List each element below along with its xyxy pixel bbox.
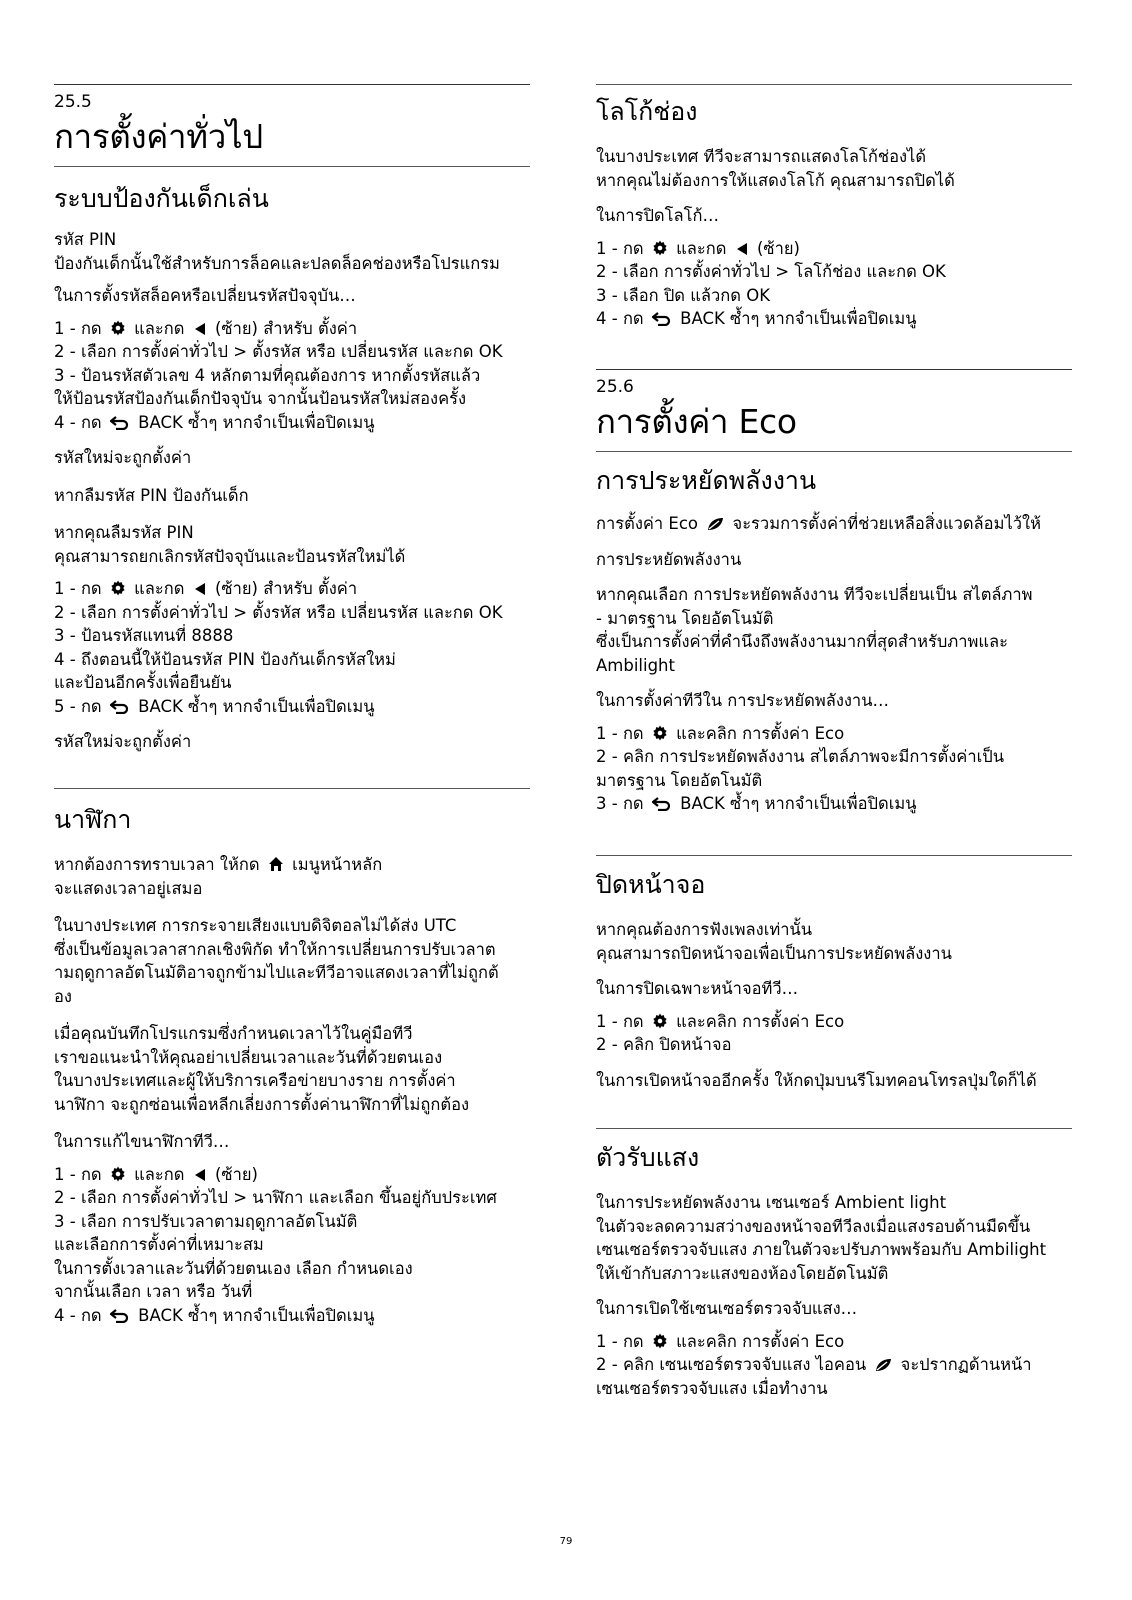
text-line: (ซ้าย): [756, 238, 800, 258]
section-screen-off: [596, 855, 1072, 1101]
text-line: 2 - เลือก การตั้งค่าทั่วไป > โลโก้ช่อง และกด OK: [596, 262, 946, 281]
text-line: 2 - คลิก การประหยัดพลังงาน สไตล์ภาพจะมีการตั้งค่าเป็น: [596, 747, 1004, 766]
text-line: 1 - กด: [596, 723, 644, 743]
chapter-title: การตั้งค่า Eco: [596, 402, 797, 441]
text-line: คุณสามารถยกเลิกรหัสปัจจุบันและป้อนรหัสใหม่ได้: [54, 546, 406, 566]
text-line: และกด: [134, 579, 185, 598]
back-icon: [110, 1309, 130, 1323]
text-line: จะปรากฏด้านหน้า: [900, 1355, 1032, 1374]
text-line: หากต้องการทราบเวลา ให้กด: [54, 855, 260, 874]
left-arrow-icon: [735, 242, 749, 256]
clock-fix-intro: ในการแก้ไขนาฬิกาทีวี…: [54, 1132, 230, 1151]
text-line: หากคุณต้องการฟังเพลงเท่านั้น: [596, 920, 813, 939]
forgot-step-list: [54, 577, 530, 718]
energy-sub: การประหยัดพลังงาน: [596, 549, 742, 569]
section-heading: โลโก้ช่อง: [596, 97, 698, 126]
text-line: 1 - กด: [54, 1164, 102, 1184]
text-line: จะรวมการตั้งค่าที่ช่วยเหลือสิ่งแวดล้อมไว้ให้: [732, 514, 1041, 533]
text-line: หากคุณลืมรหัส PIN: [54, 523, 194, 542]
section-heading: ตัวรับแสง: [596, 1143, 700, 1172]
text-line: และกด: [676, 238, 727, 258]
text-line: BACK ซ้ำๆ หากจำเป็นเพื่อปิดเมนู: [680, 309, 917, 328]
left-arrow-icon: [193, 1168, 207, 1182]
step-list: [54, 317, 530, 435]
screen-off-note: ในการเปิดหน้าจออีกครั้ง ให้กดปุ่มบนรีโมทคอนโทรลปุ่มใดก็ได้: [596, 1070, 1037, 1090]
left-arrow-icon: [193, 322, 207, 336]
chapter-header-general: [54, 84, 530, 167]
result-text: รหัสใหม่จะถูกตั้งค่า: [54, 732, 192, 751]
chapter-header-eco: [596, 369, 1072, 452]
back-icon: [652, 312, 672, 326]
text-line: BACK ซ้ำๆ หากจำเป็นเพื่อปิดเมนู: [138, 412, 375, 432]
gear-icon: [652, 725, 668, 741]
energy-step-list: [596, 722, 1072, 816]
text-line: หากคุณเลือก การประหยัดพลังงาน ทีวีจะเปลี่ยนเป็น สไตล์ภาพ: [596, 585, 1033, 604]
screen-off-step-list: [596, 1010, 1072, 1057]
text-line: ให้ป้อนรหัสป้องกันเด็กปัจจุบัน จากนั้นป้อนรหัสใหม่สองครั้ง: [54, 389, 467, 408]
text-line: เราขอแนะนำให้คุณอย่าเปลี่ยนเวลาและวันที่ด้วยตนเอง: [54, 1047, 443, 1067]
text-line: 2 - เลือก การตั้งค่าทั่วไป > ตั้งรหัส หรือ เปลี่ยนรหัส และกด OK: [54, 342, 503, 361]
text-line: ในบางประเทศ การกระจายเสียงแบบดิจิตอลไม่ได้ส่ง UTC: [54, 916, 457, 935]
section-child-lock: [54, 170, 530, 763]
text-line: 2 - คลิก เซนเซอร์ตรวจจับแสง ไอคอน: [596, 1355, 867, 1374]
text-line: ามฤดูกาลอัตโนมัติอาจถูกข้ามไปและทีวีอาจแสดงเวลาที่ไม่ถูกต้: [54, 963, 499, 982]
energy-intro: ในการตั้งค่าทีวีใน การประหยัดพลังงาน…: [596, 691, 889, 710]
screen-off-desc: [596, 918, 1072, 965]
text-line: และป้อนอีกครั้งเพื่อยืนยัน: [54, 673, 232, 692]
clock-step-list: [54, 1163, 530, 1328]
clock-p1: [54, 853, 530, 900]
forgot-desc: [54, 521, 530, 568]
text-line: 4 - กด: [596, 309, 644, 328]
text-line: 4 - ถึงตอนนี้ให้ป้อนรหัส PIN ป้องกันเด็กรหัสใหม่: [54, 649, 396, 669]
text-line: 1 - กด: [596, 1011, 644, 1031]
text-line: 3 - ป้อนรหัสแทนที่ 8888: [54, 626, 234, 645]
section-heading: ปิดหน้าจอ: [596, 870, 706, 899]
logo-desc: [596, 145, 1072, 192]
text-line: และกด: [134, 318, 185, 338]
text-line: และเลือกการตั้งค่าที่เหมาะสม: [54, 1235, 264, 1254]
text-line: 5 - กด: [54, 696, 102, 716]
light-sensor-desc: [596, 1191, 1072, 1285]
text-line: ในการประหยัดพลังงาน เซนเซอร์ Ambient light: [596, 1193, 947, 1212]
text-line: - มาตรฐาน โดยอัตโนมัติ: [596, 608, 774, 628]
section-light-sensor: [596, 1128, 1072, 1409]
home-icon: [268, 856, 284, 872]
gear-icon: [652, 240, 668, 256]
logo-step-list: [596, 237, 1072, 331]
back-icon: [652, 797, 672, 811]
text-line: ในบางประเทศ ทีวีจะสามารถแสดงโลโก้ช่องได้: [596, 147, 927, 166]
section-energy-saving: [596, 456, 1072, 825]
gear-icon: [110, 320, 126, 336]
clock-p2: [54, 914, 530, 1008]
text-line: BACK ซ้ำๆ หากจำเป็นเพื่อปิดเมนู: [680, 794, 917, 813]
section-heading: นาฬิกา: [54, 805, 132, 834]
gear-icon: [652, 1013, 668, 1029]
text-line: ในตัวจะลดความสว่างของหน้าจอทีวีลงเมื่อแสงรอบด้านมืดขึ้น: [596, 1216, 1031, 1236]
clock-p3: [54, 1022, 530, 1116]
chapter-number: 25.5: [54, 92, 92, 112]
gear-icon: [110, 1166, 126, 1182]
section-clock: [54, 788, 530, 1336]
text-line: BACK ซ้ำๆ หากจำเป็นเพื่อปิดเมนู: [138, 696, 375, 716]
text-line: และคลิก การตั้งค่า Eco: [676, 723, 845, 743]
text-line: เซนเซอร์ตรวจจับแสง เมื่อทำงาน: [596, 1378, 828, 1398]
text-line: 3 - เลือก ปิด แล้วกด OK: [596, 285, 771, 305]
forgot-title: หากลืมรหัส PIN ป้องกันเด็ก: [54, 485, 249, 505]
energy-p1: [596, 512, 1072, 536]
text-line: หากคุณไม่ต้องการให้แสดงโลโก้ คุณสามารถปิดได้: [596, 170, 955, 190]
screen-off-intro: ในการปิดเฉพาะหน้าจอทีวี…: [596, 979, 799, 998]
logo-intro: ในการปิดโลโก้…: [596, 206, 719, 225]
text-line: ซึ่งเป็นการตั้งค่าที่คำนึงถึงพลังงานมากที่สุดสำหรับภาพและ: [596, 632, 1009, 651]
leaf-icon: [706, 517, 724, 531]
text-line: และกด: [134, 1164, 185, 1184]
pin-desc: ป้องกันเด็กนั้นใช้สำหรับการล็อคและปลดล็อคช่องหรือโปรแกรม: [54, 253, 500, 273]
text-line: คุณสามารถปิดหน้าจอเพื่อเป็นการประหยัดพลังงาน: [596, 943, 952, 963]
text-line: 4 - กด: [54, 412, 102, 432]
text-line: และคลิก การตั้งค่า Eco: [676, 1011, 845, 1031]
light-sensor-step-list: [596, 1330, 1072, 1401]
text-line: (ซ้าย) สำหรับ ตั้งค่า: [214, 318, 358, 338]
chapter-title: การตั้งค่าทั่วไป: [54, 117, 263, 156]
text-line: 1 - กด: [596, 1331, 644, 1351]
back-icon: [110, 416, 130, 430]
text-line: เมนูหน้าหลัก: [292, 855, 383, 874]
text-line: นาฬิกา จะถูกซ่อนเพื่อหลีกเลี่ยงการตั้งค่านาฬิกาที่ไม่ถูกต้อง: [54, 1094, 470, 1114]
text-line: 2 - คลิก ปิดหน้าจอ: [596, 1035, 732, 1054]
back-icon: [110, 700, 130, 714]
text-line: ซึ่งเป็นข้อมูลเวลาสากลเชิงพิกัด ทำให้การเปลี่ยนการปรับเวลาต: [54, 939, 496, 959]
light-sensor-intro: ในการเปิดใช้เซนเซอร์ตรวจจับแสง…: [596, 1299, 858, 1318]
section-channel-logo: [596, 84, 1072, 340]
gear-icon: [110, 580, 126, 596]
text-line: ให้เข้ากับสภาวะแสงของห้องโดยอัตโนมัติ: [596, 1263, 889, 1283]
text-line: มาตรฐาน โดยอัตโนมัติ: [596, 770, 763, 790]
section-heading: การประหยัดพลังงาน: [596, 466, 817, 495]
energy-p2: [596, 583, 1072, 677]
text-line: 1 - กด: [596, 238, 644, 258]
result-text: รหัสใหม่จะถูกตั้งค่า: [54, 448, 192, 467]
text-line: จากนั้นเลือก เวลา หรือ วันที่: [54, 1282, 253, 1301]
text-line: BACK ซ้ำๆ หากจำเป็นเพื่อปิดเมนู: [138, 1305, 375, 1325]
text-line: 2 - เลือก การตั้งค่าทั่วไป > นาฬิกา และเลือก ขึ้นอยู่กับประเทศ: [54, 1188, 497, 1207]
page-number: 79: [559, 1536, 573, 1547]
text-line: (ซ้าย) สำหรับ ตั้งค่า: [214, 579, 358, 598]
text-line: เมื่อคุณบันทึกโปรแกรมซึ่งกำหนดเวลาไว้ในคู่มือทีวี: [54, 1024, 413, 1043]
leaf-icon: [874, 1358, 892, 1372]
text-line: เซนเซอร์ตรวจจับแสง ภายในตัวจะปรับภาพพร้อมกับ Ambilight: [596, 1240, 1047, 1259]
text-line: จะแสดงเวลาอยู่เสมอ: [54, 878, 203, 898]
text-line: (ซ้าย): [214, 1164, 258, 1184]
text-line: 3 - กด: [596, 794, 644, 813]
text-line: 3 - ป้อนรหัสตัวเลข 4 หลักตามที่คุณต้องการ หากตั้งรหัสแล้ว: [54, 365, 481, 385]
text-line: Ambilight: [596, 655, 675, 675]
text-line: 3 - เลือก การปรับเวลาตามฤดูกาลอัตโนมัติ: [54, 1211, 358, 1231]
text-line: 4 - กด: [54, 1305, 102, 1325]
chapter-number: 25.6: [596, 377, 634, 397]
gear-icon: [652, 1333, 668, 1349]
section-heading: ระบบป้องกันเด็กเล่น: [54, 184, 269, 213]
set-intro: ในการตั้งรหัสล็อคหรือเปลี่ยนรหัสปัจจุบัน…: [54, 286, 356, 305]
text-line: 1 - กด: [54, 579, 102, 598]
text-line: อง: [54, 986, 72, 1006]
text-line: ในการตั้งเวลาและวันที่ด้วยตนเอง เลือก กำหนดเอง: [54, 1258, 413, 1278]
left-arrow-icon: [193, 582, 207, 596]
text-line: ในบางประเทศและผู้ให้บริการเครือข่ายบางราย การตั้งค่า: [54, 1071, 456, 1090]
text-line: 1 - กด: [54, 318, 102, 338]
pin-title: รหัส PIN: [54, 230, 117, 249]
text-line: การตั้งค่า Eco: [596, 514, 699, 533]
text-line: 2 - เลือก การตั้งค่าทั่วไป > ตั้งรหัส หรือ เปลี่ยนรหัส และกด OK: [54, 602, 503, 622]
text-line: และคลิก การตั้งค่า Eco: [676, 1331, 845, 1351]
